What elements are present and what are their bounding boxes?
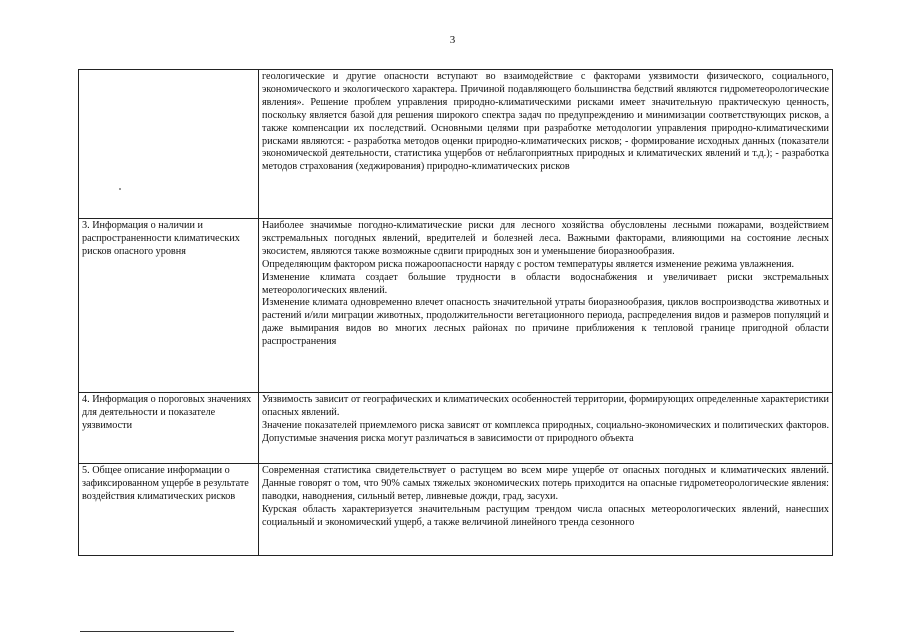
scan-speck <box>119 188 121 190</box>
row-content <box>259 219 833 393</box>
row-label <box>79 70 259 219</box>
content-paragraph: Изменение климата одновременно влечет опасность значительной утраты биоразнообразия, циклов воспроизводства животных и растений и/или миграции животных, продолжительности вегетационного периода, распределения видов и размеров популяций и даже вымирания видов во многих лесных районах по причине приближения к тепловой границе пригодной области распространения <box>262 297 829 348</box>
content-paragraph: Наиболее значимые погодно-климатические риски для лесного хозяйства обусловлены лесными пожарами, воздействием экстремальных погодных явлений, вредителей и болезней леса. Важными факторами, влияющими на состояние лесных экосистем, являются также возможные сдвиги природных зон и уменьшение биоразнообразия. <box>262 220 829 257</box>
content-paragraph: Современная статистика свидетельствует о растущем во всем мире ущербе от опасных погодных и климатических явлений. Данные говорят о том, что 90% самых тяжелых экономических потерь приходится на опасные гидрометеорологические явления: паводки, наводнения, сильный ветер, ливневые дожди, град, засухи. <box>262 465 829 502</box>
row-label: 5. Общее описание информации о зафиксированном ущербе в результате воздействия климатических рисков <box>79 464 259 556</box>
table-row <box>79 464 833 556</box>
content-paragraph: геологические и другие опасности вступают во взаимодействие с факторами уязвимости физического, социального, экономического и экологического характера. Причиной подавляющего большинства бедствий являются гидрометеорологические явления». Решение проблем управления природно-климатическими рисками имеет значительную практическую ценность, поскольку является базой для решения широкого спектра задач по предупреждению и минимизации соответствующих рисков, а также компенсации их последствий. Основными целями при разработке методологии управления природно-климатическими рисками являются: - разработка методов оценки природно-климатических рисков; - формирование исходных данных (показатели экономической деятельности, статистика ущербов от неблагоприятных природных и климатических явлений и т.д.); - разработка методов страхования (хеджирования) природно-климатических рисков <box>262 71 829 173</box>
content-paragraph: Курская область характеризуется значительным растущим трендом числа опасных метеорологических явлений, нанесших социальный и экономический ущерб, а также величиной линейного тренда сезонного <box>262 503 829 528</box>
content-paragraph: Определяющим фактором риска пожароопасности наряду с ростом температуры является изменение режима увлажнения. <box>262 258 795 270</box>
content-paragraph: Уязвимость зависит от географических и климатических особенностей территории, формирующих определенные характеристики опасных явлений. <box>262 394 829 418</box>
table-row <box>79 70 833 219</box>
row-label: 4. Информация о пороговых значениях для деятельности и показателе уязвимости <box>79 393 259 464</box>
content-paragraph: Значение показателей приемлемого риска зависят от комплекса природных, социально-экономических и политических факторов. Допустимые значения риска могут различаться в зависимости от природного объекта <box>262 419 829 444</box>
info-table <box>78 69 833 556</box>
row-label: 3. Информация о наличии и распространенности климатических рисков опасного уровня <box>79 219 259 393</box>
row-content <box>259 393 833 464</box>
footnote-rule <box>80 631 234 632</box>
row-content <box>259 464 833 556</box>
row-content <box>259 70 833 219</box>
content-paragraph: Изменение климата создает большие трудности в области водоснабжения и увеличивает риски экстремальных метеорологических явлений. <box>262 271 829 296</box>
page-number: 3 <box>449 34 456 46</box>
table-row <box>79 219 833 393</box>
table-row <box>79 393 833 464</box>
